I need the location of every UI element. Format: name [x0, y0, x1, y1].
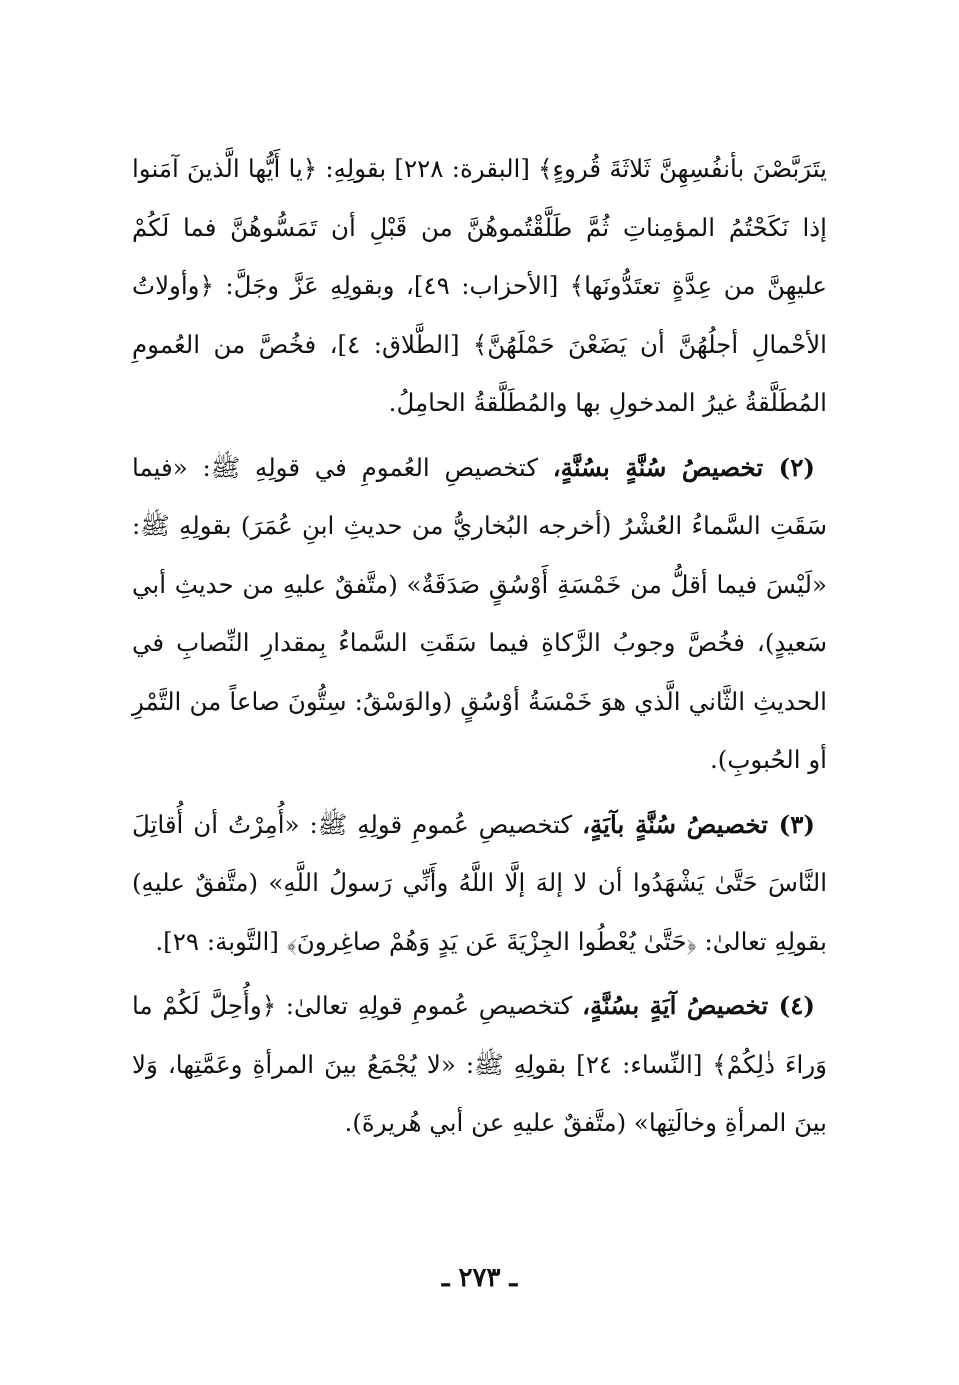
paragraph-text: كتخصيصِ عُمومِ قولِهِ تعالىٰ: ﴿وأُحِلَّ لَكُمْ ما وَراءَ ذٰلِكُمْ﴾ [النِّساء: ٢٤] بقولِهِ ﷺ: «لا يُجْمَعُ بينَ المرأةِ وعَمَّتِها، وَلا بينَ المرأةِ وخالَتِها» (متَّفقٌ عليهِ عن أبي هُريرةَ). [132, 991, 827, 1137]
paragraph-item-4 [132, 977, 827, 1153]
paragraph-text: يتَرَبَّصْنَ بأنفُسِهِنَّ ثَلاثَةَ قُروءٍ﴾ [البقرة: ٢٢٨] بقولِهِ: ﴿يا أَيُّها الَّذينَ آمَنوا إذا نَكَحْتُمُ المؤمِناتِ ثُمَّ طَلَّقْتُموهُنَّ من قَبْلِ أن تَمَسُّوهُنَّ فما لَكُمْ عليهِنَّ من عِدَّةٍ تعتَدُّونَها﴾ [الأحزاب: ٤٩]، وبقولِهِ عَزَّ وجَلَّ: ﴿وأولاتُ الأحْمالِ أجلُهُنَّ أن يَضَعْنَ حَمْلَهُنَّ﴾ [الطَّلاق: ٤]، فخُصَّ من العُمومِ المُطَلَّقةُ غيرُ المدخولِ بها والمُطَلَّقةُ الحامِلُ. [132, 154, 828, 417]
paragraph-continuation [132, 140, 827, 433]
paragraph-heading: (٢) تخصيصُ سُنَّةٍ بسُنَّةٍ، [552, 452, 815, 482]
paragraph-heading: (٣) تخصيصُ سُنَّةٍ بآيَةٍ، [582, 809, 815, 839]
paragraph-item-2 [132, 439, 827, 790]
paragraph-text: كتخصيصِ العُمومِ في قولِهِ ﷺ: «فيما سَقَتِ السَّماءُ العُشْرُ (أخرجه البُخاريُّ من حديثِ ابنِ عُمَرَ) بقولِهِ ﷺ: «لَيْسَ فيما أقلُّ من خَمْسَةِ أَوْسُقٍ صَدَقَةٌ» (متَّفقٌ عليهِ من حديثِ أبي سَعيدٍ)، فخُصَّ وجوبُ الزَّكاةِ فيما سَقَتِ السَّماءُ بِمقدارِ النِّصابِ في الحديثِ الثَّاني الَّذي هوَ خَمْسَةُ أوْسُقٍ (والوَسْقُ: سِتُّونَ صاعاً من التَّمْرِ أو الحُبوبِ). [132, 452, 827, 774]
paragraph-text: كتخصيصِ عُمومِ قولِهِ ﷺ: «أُمِرْتُ أن أُقاتِلَ النَّاسَ حَتَّىٰ يَشْهَدُوا أن لا إلهَ إلَّا اللَّهُ وأَنِّي رَسولُ اللَّهِ» (متَّفقٌ عليهِ) بقولِهِ تعالىٰ: ﴿حَتَّىٰ يُعْطُوا الجِزْيَةَ عَن يَدٍ وَهُمْ صاغِرونَ﴾ [التَّوبة: ٢٩]. [132, 809, 827, 956]
paragraph-item-3 [132, 796, 827, 972]
paragraph-heading: (٤) تخصيصُ آيَةٍ بسُنَّةٍ، [582, 991, 815, 1020]
page-number: ـ ٢٧٣ ـ [441, 1263, 518, 1293]
page-body [132, 140, 827, 1159]
